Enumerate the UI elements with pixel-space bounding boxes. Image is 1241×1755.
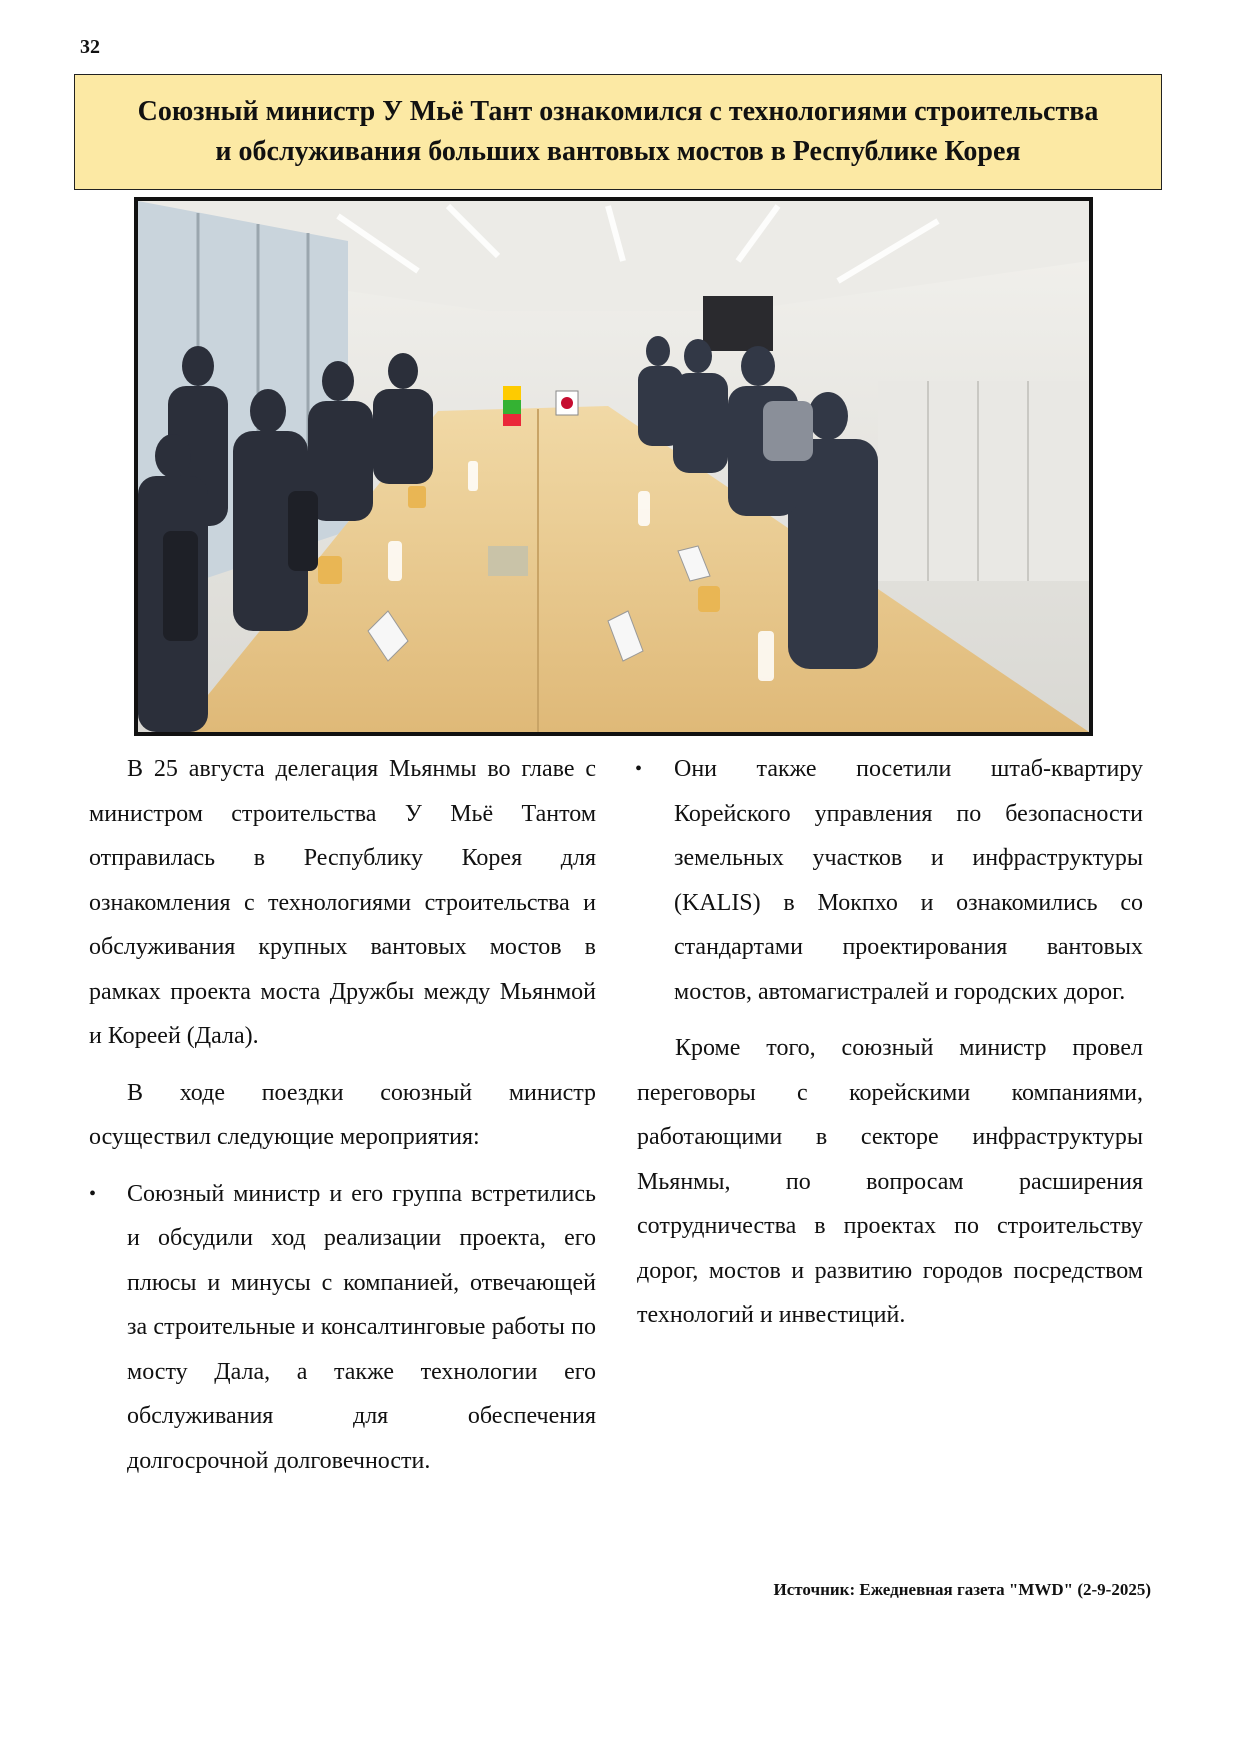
left-column bbox=[89, 747, 596, 1495]
activities-intro-paragraph: В ходе поездки союзный министр осуществил следующие мероприятия: bbox=[89, 1079, 596, 1150]
activities-list-continued bbox=[637, 747, 1143, 1014]
meeting-photo bbox=[134, 197, 1093, 736]
meeting-photo-illustration bbox=[138, 201, 1089, 732]
bullet-icon: • bbox=[89, 1182, 97, 1205]
intro-paragraph: В 25 августа делегация Мьянмы во главе с министром строительства У Мьё Тантом отправилась в Республику Корея для ознакомления с технологиями строительства и обслуживания крупных вантовых мостов в рамках проекта моста Дружбы между Мьянмой и Кореей (Дала). bbox=[89, 756, 596, 1049]
right-column bbox=[637, 747, 1143, 1350]
activities-list bbox=[89, 1172, 596, 1484]
list-item-text: Они также посетили штаб-квартиру Корейского управления по безопасности земельных участков и инфраструктуры (KALIS) в Мокпхо и ознакомились со стандартами проектирования вантовых мостов, автомагистралей и городских дорог. bbox=[674, 756, 1143, 1005]
page-number: 32 bbox=[80, 36, 100, 58]
article-title bbox=[74, 74, 1162, 190]
title-line-2: и обслуживания больших вантовых мостов в Республике Корея bbox=[215, 136, 1021, 167]
bullet-icon: • bbox=[635, 758, 643, 780]
title-line-1: Союзный министр У Мьё Тант ознакомился с технологиями строительства bbox=[137, 96, 1099, 127]
list-item bbox=[637, 747, 1143, 1014]
list-item bbox=[89, 1172, 596, 1484]
negotiations-paragraph: Кроме того, союзный министр провел переговоры с корейскими компаниями, работающими в секторе инфраструктуры Мьянмы, по вопросам расширения сотрудничества в проектах по строительству дорог, мостов и развитию городов посредством технологий и инвестиций. bbox=[637, 1035, 1143, 1328]
source-credit: Источник: Ежедневная газета "MWD" (2-9-2025) bbox=[773, 1580, 1151, 1599]
list-item-text: Союзный министр и его группа встретились и обсудили ход реализации проекта, его плюсы и минусы с компанией, отвечающей за строительные и консалтинговые работы по мосту Дала, а также технологии его обслуживания для обеспечения долгосрочной долговечности. bbox=[127, 1180, 596, 1474]
